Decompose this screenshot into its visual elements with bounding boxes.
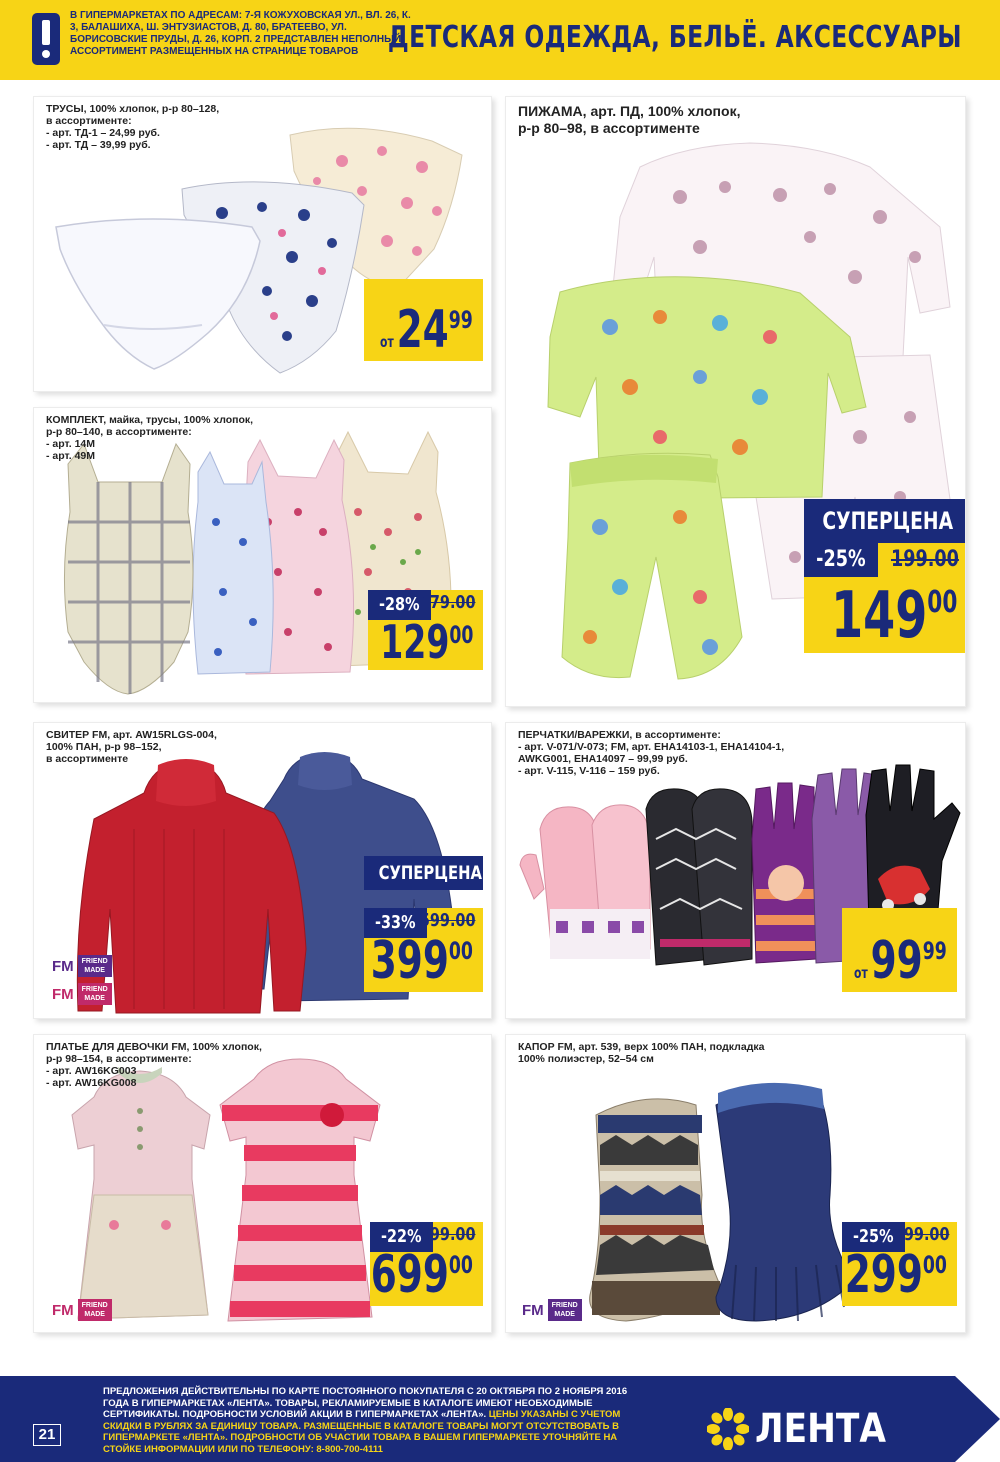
superprice-badge: СУПЕРЦЕНА — [804, 499, 966, 543]
brand-logo-fm: FM FRIEND MADE — [52, 955, 112, 977]
product-description: ПИЖАМА, арт. ПД, 100% хлопок, р-р 80–98, в ассортименте — [518, 103, 741, 136]
discount-badge: -28% — [368, 590, 431, 620]
product-card-sweater[interactable] — [33, 722, 492, 1019]
product-description: ПЕРЧАТКИ/ВАРЕЖКИ, в ассортименте: - арт. V-071/V-073; FM, арт. EHA14103-1, EHA14104-1, AWKG001, EHA14097 – 99,99 руб. - арт. V-115, V-116 – 159 руб. — [518, 729, 785, 777]
product-description: ПЛАТЬЕ ДЛЯ ДЕВОЧКИ FM, 100% хлопок, р-р 98–154, в ассортименте: - арт. AW16KG003 - арт. AW16KG008 — [46, 1041, 262, 1089]
price-old: 179.00 — [419, 592, 475, 613]
page-number: 21 — [33, 1424, 61, 1446]
arrow-icon — [955, 1376, 1000, 1462]
price-old: 899.00 — [419, 1224, 475, 1245]
price-current: от9999 — [854, 931, 947, 991]
price-current: 14900 — [830, 579, 957, 653]
price-current: 69900 — [370, 1245, 473, 1305]
price-current: 12900 — [379, 615, 473, 669]
product-card-briefs[interactable] — [33, 96, 492, 392]
section-title: ДЕТСКАЯ ОДЕЖДА, БЕЛЬЁ. АКСЕССУАРЫ — [388, 20, 962, 55]
price-current: 29900 — [844, 1245, 947, 1305]
discount-badge: -25% — [842, 1222, 905, 1252]
price-current: 39900 — [370, 931, 473, 991]
price-old: 599.00 — [419, 910, 475, 931]
price-tag — [364, 908, 483, 992]
price-tag — [842, 1222, 957, 1306]
price-old: 199.00 — [891, 547, 959, 572]
product-card-hood[interactable] — [505, 1034, 966, 1333]
product-card-pajamas[interactable] — [505, 96, 966, 707]
discount-badge: -25% — [804, 543, 878, 577]
sunflower-icon — [707, 1408, 749, 1450]
product-description: КОМПЛЕКТ, майка, трусы, 100% хлопок, р-р 80–140, в ассортименте: - арт. 14М - арт. 49М — [46, 414, 254, 462]
footer-disclaimer: ПРЕДЛОЖЕНИЯ ДЕЙСТВИТЕЛЬНЫ ПО КАРТЕ ПОСТОЯННОГО ПОКУПАТЕЛЯ С 20 ОКТЯБРЯ ПО 2 НОЯБРЯ 2016 ГОДА В ГИПЕРМАРКЕТАХ «ЛЕНТА». ТОВАРЫ, РЕКЛАМИРУЕМЫЕ В КАТАЛОГЕ ИМЕЮТ НЕОБХОДИМЫЕ СЕРТИФИКАТЫ. ПОДРОБНОСТИ УСЛОВИЙ АКЦИИ В ГИПЕРМАРКЕТАХ «ЛЕНТА». ЦЕНЫ УКАЗАНЫ С УЧЕТОМ СКИДКИ В РУБЛЯХ ЗА ЕДИНИЦУ ТОВАРА. РАЗМЕЩЕННЫЕ В КАТАЛОГЕ ТОВАРЫ МОГУТ ОТСУТСТВОВАТЬ В ГИПЕРМАРКЕТЕ «ЛЕНТА». ПОДРОБНОСТИ ОБ УЧАСТИИ ТОВАРА В ВАШЕМ ГИПЕРМАРКЕТЕ УТОЧНЯЙТЕ НА СТОЙКЕ ИНФОРМАЦИИ ИЛИ ПО ТЕЛЕФОНУ: 8-800-700-4111 — [103, 1386, 628, 1455]
lenta-logo: ЛЕНТА — [707, 1406, 907, 1452]
product-card-set[interactable] — [33, 407, 492, 703]
store-notice: В ГИПЕРМАРКЕТАХ ПО АДРЕСАМ: 7-Я КОЖУХОВСКАЯ УЛ., ВЛ. 26, К. 3, БАЛАШИХА, Ш. ЭНТУЗИАСТОВ, Д. 80, БРАТЕЕВО, УЛ. БОРИСОВСКИЕ ПРУДЫ, Д. 26, КОРП. 2 ПРЕДСТАВЛЕН НЕПОЛНЫЙ АССОРТИМЕНТ РАЗМЕЩЕННЫХ НА СТРАНИЦЕ ТОВАРОВ — [70, 10, 411, 57]
brand-logo-fm: FM FRIEND MADE — [52, 983, 112, 1005]
price-old: 399.00 — [893, 1224, 949, 1245]
product-card-gloves[interactable] — [505, 722, 966, 1019]
brand-logo-fm: FM FRIEND MADE — [522, 1299, 582, 1321]
product-description: КАПОР FM, арт. 539, верх 100% ПАН, подкладка 100% полиэстер, 52–54 см — [518, 1041, 765, 1065]
price-tag — [804, 543, 966, 653]
product-card-dress[interactable] — [33, 1034, 492, 1333]
discount-badge: -22% — [370, 1222, 433, 1252]
discount-badge: -33% — [364, 908, 427, 938]
price-current: от2499 — [380, 300, 473, 360]
product-description: СВИТЕР FM, арт. AW15RLGS-004, 100% ПАН, р-р 98–152, в ассортименте — [46, 729, 217, 765]
brand-logo-fm: FM FRIEND MADE — [52, 1299, 112, 1321]
price-tag — [364, 279, 483, 361]
price-tag — [370, 1222, 483, 1306]
page-header — [0, 0, 1000, 80]
hood-image — [586, 1075, 866, 1331]
superprice-badge: СУПЕРЦЕНА — [364, 856, 483, 890]
price-tag — [842, 908, 957, 992]
product-description: ТРУСЫ, 100% хлопок, р-р 80–128, в ассортименте: - арт. ТД-1 – 24,99 руб. - арт. ТД – 39,99 руб. — [46, 103, 220, 151]
price-tag — [368, 590, 483, 670]
exclamation-icon — [32, 13, 60, 65]
